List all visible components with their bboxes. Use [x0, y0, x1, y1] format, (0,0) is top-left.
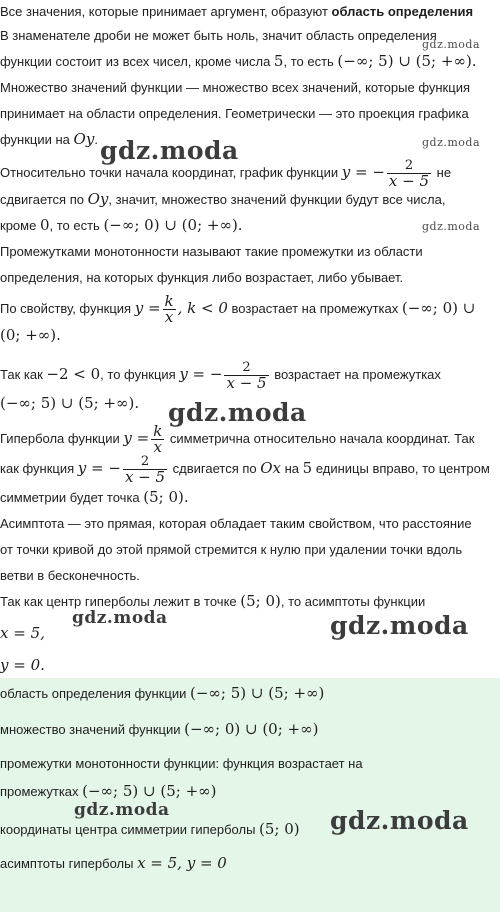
- fraction-denominator: x − 5: [124, 468, 166, 487]
- text-line: [0, 486, 492, 509]
- text-line: Промежутками монотонности называют такие промежутки из области: [0, 244, 423, 259]
- math-point: (5; 0).: [143, 488, 189, 506]
- watermark: gdz.moda: [422, 38, 481, 51]
- text-span: , то есть: [283, 54, 338, 69]
- text-span: .: [94, 132, 98, 147]
- math-point: (5; 0): [240, 592, 281, 610]
- text-span: промежутках: [0, 784, 83, 799]
- text-line: [0, 0, 492, 23]
- watermark: gdz.moda: [330, 806, 469, 835]
- text-line: [0, 290, 492, 327]
- text-span: Относительно точки начала координат, график функции: [0, 165, 342, 180]
- watermark: gdz.moda: [100, 136, 239, 165]
- answer-line: [0, 718, 492, 741]
- text-span: область определения функции: [0, 686, 190, 701]
- text-span: , то асимптоты функции: [280, 594, 426, 609]
- text-line: [0, 324, 492, 347]
- math-interval: (−∞; 0) ∪ (0; +∞).: [103, 216, 243, 234]
- text-span: сдвигается по: [0, 192, 88, 207]
- text-line: принимает на области определения. Геометрически — это проекция графика: [0, 106, 469, 121]
- fraction-numerator: 2: [224, 360, 268, 376]
- text-span: симметрии будет точка: [0, 490, 144, 505]
- text-line: В знаменателе дроби не может быть ноль, значит область определения: [0, 28, 437, 43]
- fraction-numerator: 2: [123, 454, 167, 470]
- answer-line: промежутки монотонности функции: функция возрастает на: [0, 756, 363, 771]
- math-number: 5: [302, 459, 313, 477]
- math-expr: y = −: [179, 365, 223, 383]
- math-interval: (−∞; 5) ∪ (5; +∞).: [0, 394, 140, 412]
- text-line: [0, 356, 492, 393]
- watermark: gdz.moda: [422, 220, 481, 233]
- text-line: Множество значений функции — множество всех значений, которые функция: [0, 80, 470, 95]
- text-span: функции на: [0, 132, 74, 147]
- text-line: Асимптота — это прямая, которая обладает таким свойством, что расстояние: [0, 516, 472, 531]
- text-line: определения, на которых функция либо возрастает, либо убывает.: [0, 270, 404, 285]
- fraction-denominator: x − 5: [388, 172, 430, 191]
- math-expr: −2 < 0: [46, 365, 101, 383]
- text-span: Так как центр гиперболы лежит в точке: [0, 594, 241, 609]
- fraction: [123, 454, 167, 485]
- fraction-denominator: x: [153, 438, 162, 457]
- text-span: Все значения, которые принимает аргумент, образуют: [0, 4, 332, 19]
- watermark: gdz.moda: [330, 611, 469, 640]
- text-span: По свойству, функция: [0, 301, 135, 316]
- text-line: [0, 214, 492, 237]
- watermark: gdz.moda: [168, 398, 307, 427]
- text-line: [0, 154, 492, 191]
- math-axis: Ox: [260, 459, 282, 477]
- answer-block: [0, 678, 500, 912]
- text-span: координаты центра симметрии гиперболы: [0, 822, 260, 837]
- fraction-numerator: k: [153, 422, 163, 441]
- text-span: как функция: [0, 461, 78, 476]
- text-span: , значит, множество значений функции будут все числа,: [108, 192, 446, 207]
- math-interval: (−∞; 0) ∪ (0; +∞): [184, 720, 319, 738]
- math-equation: x = 5,: [0, 624, 45, 642]
- math-expr: y =: [123, 429, 150, 447]
- math-expr: y = −: [341, 163, 385, 181]
- math-expr: y = −: [77, 459, 121, 477]
- text-span: возрастает на промежутках: [270, 367, 441, 382]
- text-line: от точки кривой до этой прямой стремится к нулю при удалении точки вдоль: [0, 542, 463, 557]
- text-span: , то есть: [49, 218, 104, 233]
- math-expr: y =: [134, 299, 161, 317]
- math-interval: (−∞; 5) ∪ (5; +∞).: [337, 52, 477, 70]
- watermark: gdz.moda: [74, 800, 170, 820]
- math-axis: Oy: [73, 130, 95, 148]
- text-line: [0, 128, 492, 151]
- watermark: gdz.moda: [72, 608, 168, 628]
- text-span: симметрична относительно начала координат. Так: [166, 431, 475, 446]
- text-span: на: [281, 461, 303, 476]
- text-span: асимптоты гиперболы: [0, 856, 138, 871]
- text-span: Гипербола функции: [0, 431, 124, 446]
- fraction-numerator: 2: [387, 158, 431, 174]
- fraction: [224, 360, 268, 391]
- text-span: Так как: [0, 367, 47, 382]
- text-line: [0, 50, 492, 73]
- fraction: [163, 294, 176, 325]
- answer-line: [0, 852, 492, 875]
- math-number: 5: [273, 52, 284, 70]
- fraction-denominator: x: [164, 308, 174, 327]
- text-span: единицы вправо, то центром: [312, 461, 490, 476]
- text-span: функции состоит из всех чисел, кроме числа: [0, 54, 274, 69]
- watermark: gdz.moda: [422, 136, 481, 149]
- math-interval: (−∞; 0) ∪: [401, 299, 476, 317]
- math-expr: , k < 0: [177, 299, 228, 317]
- math-point: (5; 0): [259, 820, 300, 838]
- text-span: сдвигается по: [169, 461, 261, 476]
- text-span: , то функция: [100, 367, 180, 382]
- fraction: [387, 158, 431, 189]
- text-line: [0, 450, 492, 487]
- fraction-numerator: k: [164, 292, 174, 311]
- math-number: 0: [39, 216, 50, 234]
- text-span: кроме: [0, 218, 40, 233]
- math-equation: x = 5, y = 0: [137, 854, 227, 872]
- fraction-denominator: x − 5: [226, 374, 267, 393]
- text-line: [0, 188, 492, 211]
- math-axis: Oy: [87, 190, 109, 208]
- text-line: [0, 654, 492, 677]
- answer-line: [0, 682, 492, 705]
- bold-term: область определения: [331, 4, 474, 19]
- text-span: возрастает на промежутках: [227, 301, 402, 316]
- text-span: множество значений функции: [0, 722, 185, 737]
- math-interval: (0; +∞).: [0, 326, 61, 344]
- text-line: ветви в бесконечность.: [0, 568, 140, 583]
- text-span: не: [433, 165, 452, 180]
- math-interval: (−∞; 5) ∪ (5; +∞): [82, 782, 217, 800]
- math-interval: (−∞; 5) ∪ (5; +∞): [189, 684, 325, 702]
- math-equation: y = 0.: [0, 656, 45, 674]
